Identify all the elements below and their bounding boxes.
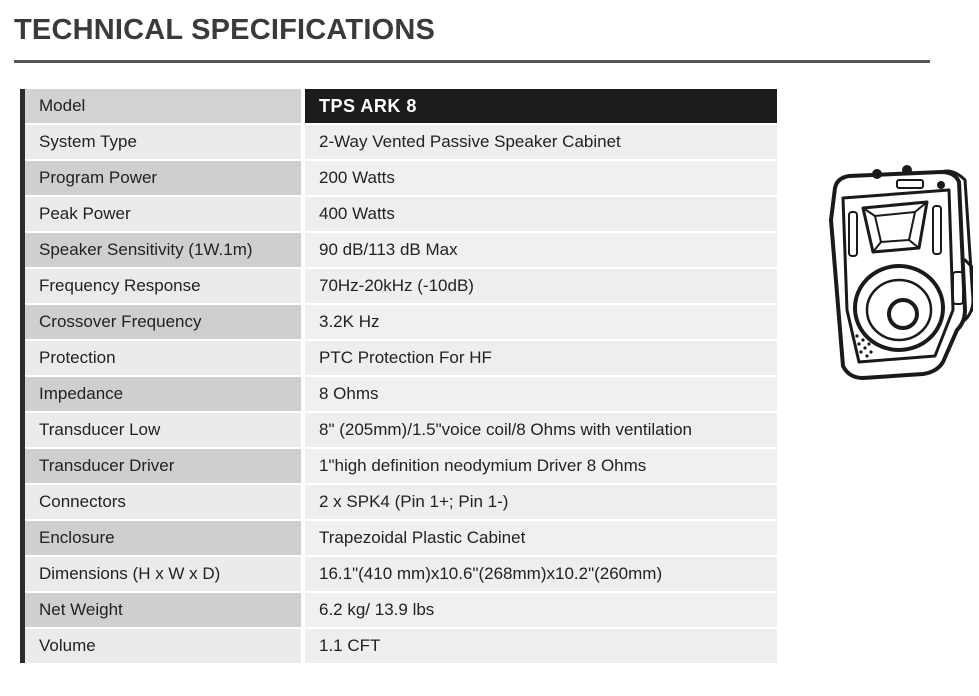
spec-value: Trapezoidal Plastic Cabinet [305, 521, 777, 555]
spec-label: Transducer Driver [25, 449, 301, 483]
spec-row-model [25, 89, 777, 123]
spec-value: 3.2K Hz [305, 305, 777, 339]
spec-row-transducer-driver [25, 449, 777, 483]
spec-row-crossover [25, 305, 777, 339]
spec-row-peak-power [25, 197, 777, 231]
spec-value: 2 x SPK4 (Pin 1+; Pin 1-) [305, 485, 777, 519]
spec-value: PTC Protection For HF [305, 341, 777, 375]
spec-label: Dimensions (H x W x D) [25, 557, 301, 591]
spec-row-sensitivity [25, 233, 777, 267]
spec-value: TPS ARK 8 [305, 89, 777, 123]
spec-label: Net Weight [25, 593, 301, 627]
speaker-cabinet-icon [823, 160, 973, 390]
spec-label: Impedance [25, 377, 301, 411]
spec-row-system-type [25, 125, 777, 159]
spec-value: 70Hz-20kHz (-10dB) [305, 269, 777, 303]
spec-value: 400 Watts [305, 197, 777, 231]
spec-label: Frequency Response [25, 269, 301, 303]
spec-row-volume [25, 629, 777, 663]
spec-label: Peak Power [25, 197, 301, 231]
spec-row-impedance [25, 377, 777, 411]
spec-row-frequency-response [25, 269, 777, 303]
spec-label: Connectors [25, 485, 301, 519]
spec-label: Protection [25, 341, 301, 375]
spec-label: Transducer Low [25, 413, 301, 447]
spec-label: System Type [25, 125, 301, 159]
spec-row-dimensions [25, 557, 777, 591]
spec-value: 200 Watts [305, 161, 777, 195]
spec-row-protection [25, 341, 777, 375]
spec-label: Enclosure [25, 521, 301, 555]
spec-label: Volume [25, 629, 301, 663]
spec-value: 90 dB/113 dB Max [305, 233, 777, 267]
spec-value: 6.2 kg/ 13.9 lbs [305, 593, 777, 627]
spec-label: Model [25, 89, 301, 123]
spec-value: 8" (205mm)/1.5"voice coil/8 Ohms with ventilation [305, 413, 777, 447]
spec-label: Program Power [25, 161, 301, 195]
title-divider [14, 60, 930, 63]
spec-value: 1"high definition neodymium Driver 8 Ohms [305, 449, 777, 483]
spec-value: 16.1"(410 mm)x10.6"(268mm)x10.2"(260mm) [305, 557, 777, 591]
spec-row-connectors [25, 485, 777, 519]
spec-label: Crossover Frequency [25, 305, 301, 339]
spec-row-transducer-low [25, 413, 777, 447]
spec-value: 2-Way Vented Passive Speaker Cabinet [305, 125, 777, 159]
spec-table [20, 89, 777, 663]
spec-value: 1.1 CFT [305, 629, 777, 663]
spec-row-enclosure [25, 521, 777, 555]
page-title: TECHNICAL SPECIFICATIONS [14, 14, 436, 46]
spec-row-net-weight [25, 593, 777, 627]
spec-value: 8 Ohms [305, 377, 777, 411]
spec-row-program-power [25, 161, 777, 195]
spec-label: Speaker Sensitivity (1W.1m) [25, 233, 301, 267]
